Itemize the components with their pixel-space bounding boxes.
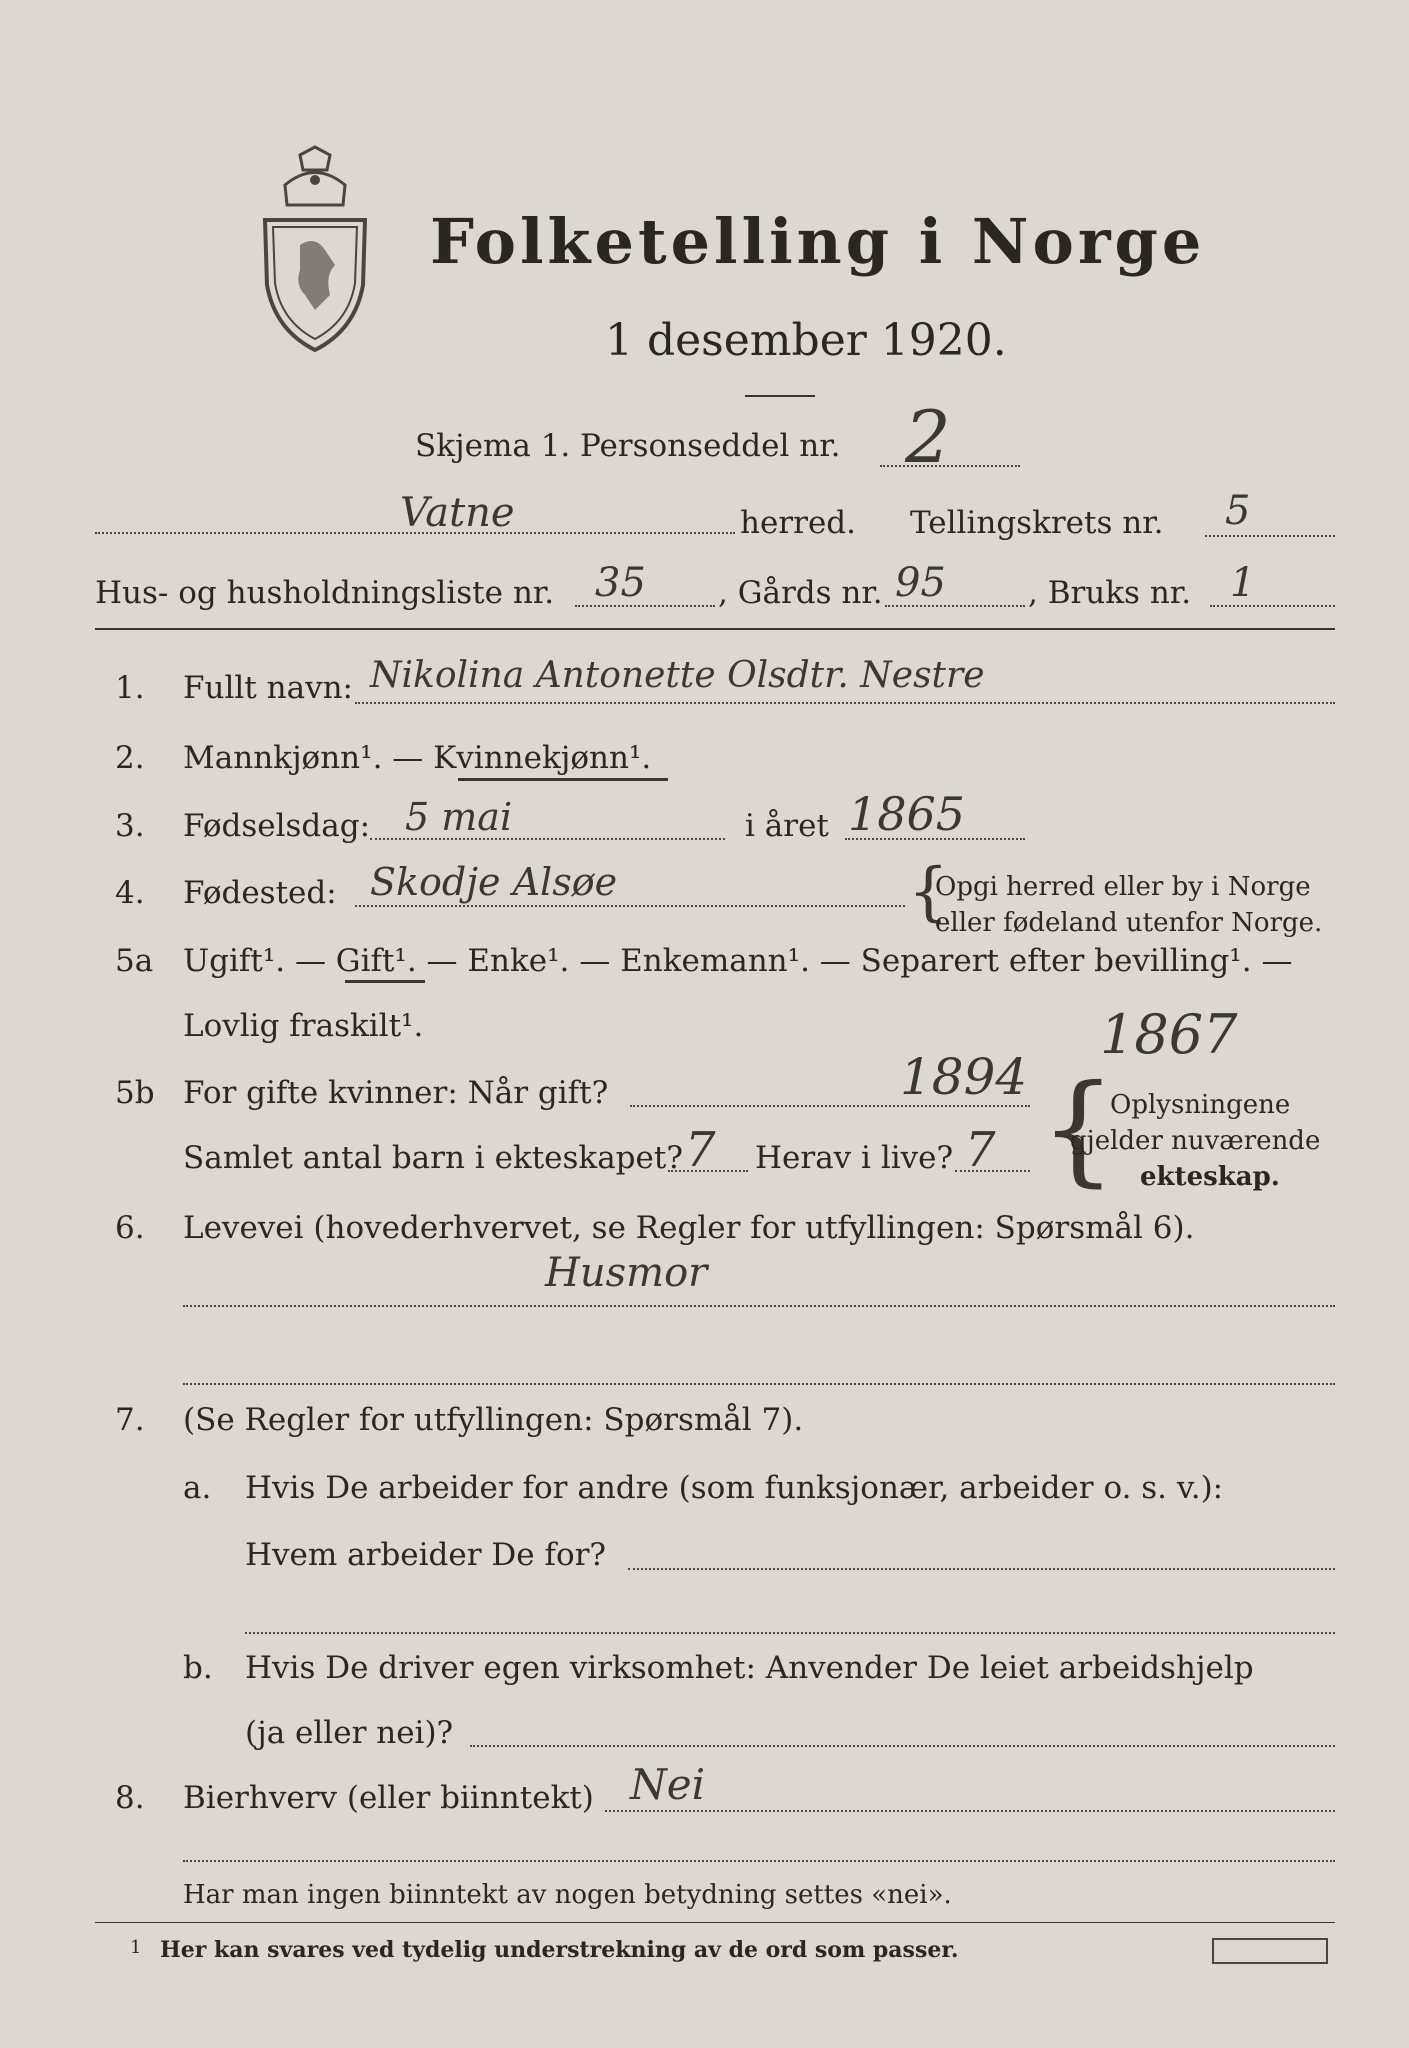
q5b-brace: {: [1040, 1060, 1117, 1199]
gards-label: , Gårds nr.: [718, 575, 883, 611]
bruks-label: , Bruks nr.: [1028, 575, 1192, 611]
q5b-children-value: 7: [685, 1122, 716, 1178]
q3-year-label: i året: [745, 808, 829, 844]
herred-label: herred.: [740, 505, 856, 541]
q4-note-line2: eller fødeland utenfor Norge.: [935, 908, 1323, 938]
q6-value: Husmor: [545, 1250, 708, 1296]
q5b-number: 5b: [115, 1075, 155, 1111]
q7b-line: [470, 1745, 1335, 1747]
q5b-note-line1: Oplysningene: [1110, 1090, 1291, 1120]
q2-number: 2.: [115, 740, 145, 776]
q7a-line: [628, 1568, 1335, 1570]
footnote-text: Her kan svares ved tydelig understrekning av de ord som passer.: [160, 1937, 959, 1963]
q3-number: 3.: [115, 808, 145, 844]
q3-year-value: 1865: [848, 787, 966, 841]
q1-line: [355, 702, 1335, 704]
form-title: Folketelling i Norge: [430, 205, 1206, 278]
q6-line1: [183, 1305, 1335, 1307]
q4-value: Skodje Alsøe: [370, 860, 618, 904]
q5b-alive-value: 7: [965, 1122, 996, 1178]
q5b-children-label: Samlet antal barn i ekteskapet?: [183, 1140, 683, 1176]
tellingskrets-line: [1205, 535, 1335, 537]
q4-brace: {: [908, 855, 949, 929]
q8-line: [605, 1810, 1335, 1812]
form-date: 1 desember 1920.: [605, 315, 1007, 366]
q8-value: Nei: [630, 1760, 706, 1809]
q3-value: 5 mai: [405, 795, 513, 839]
liste-label: Hus- og husholdningsliste nr.: [95, 575, 555, 611]
q2-underline: [458, 778, 668, 781]
header-rule: [95, 628, 1335, 630]
bruks-line: [1210, 605, 1335, 607]
q7b-line2: (ja eller nei)?: [245, 1715, 454, 1751]
q1-number: 1.: [115, 670, 145, 706]
q5b-married-label: For gifte kvinner: Når gift?: [183, 1075, 609, 1111]
q8-number: 8.: [115, 1780, 145, 1816]
q8-label: Bierhverv (eller biinntekt): [183, 1780, 594, 1816]
q3-label: Fødselsdag:: [183, 808, 371, 844]
q5b-extra-value: 1867: [1100, 1003, 1238, 1066]
tellingskrets-value: 5: [1225, 488, 1251, 534]
q6-label: Levevei (hovederhvervet, se Regler for utfyllingen: Spørsmål 6).: [183, 1210, 1195, 1246]
q5a-line2: Lovlig fraskilt¹.: [183, 1008, 424, 1044]
q5a-underline: [345, 980, 425, 983]
title-divider: [745, 395, 815, 397]
schema-label: Skjema 1.: [415, 428, 571, 464]
q6-number: 6.: [115, 1210, 145, 1246]
q5b-note-line3: ekteskap.: [1140, 1162, 1280, 1192]
liste-value: 35: [595, 560, 646, 606]
q5b-note-line2: gjelder nuværende: [1070, 1126, 1321, 1156]
q4-note-line1: Opgi herred eller by i Norge: [935, 872, 1311, 902]
q5b-married-value: 1894: [900, 1048, 1028, 1106]
q4-line: [355, 905, 905, 907]
personseddel-value: 2: [905, 395, 951, 479]
footnote-rule: [95, 1922, 1335, 1923]
q7b-line1: Hvis De driver egen virksomhet: Anvender De leiet arbeidshjelp: [245, 1650, 1254, 1686]
q5a-number: 5a: [115, 943, 154, 979]
footnote-mark: 1: [130, 1937, 142, 1958]
q5a-line1: Ugift¹. — Gift¹. — Enke¹. — Enkemann¹. — Separert efter bevilling¹. —: [183, 943, 1293, 979]
herred-value: Vatne: [400, 490, 515, 536]
q5b-alive-label: Herav i live?: [755, 1140, 954, 1176]
printer-stamp: [1212, 1938, 1328, 1964]
q8-line-extra: [183, 1860, 1335, 1862]
q7-number: 7.: [115, 1402, 145, 1438]
biinntekt-note: Har man ingen biinntekt av nogen betydning settes «nei».: [183, 1880, 952, 1910]
q2-label: Mannkjønn¹. — Kvinnekjønn¹.: [183, 740, 652, 776]
q7a-line2: Hvem arbeider De for?: [245, 1537, 607, 1573]
coat-of-arms-icon: [255, 145, 375, 355]
q4-number: 4.: [115, 875, 145, 911]
q7b-letter: b.: [183, 1650, 213, 1686]
q1-label: Fullt navn:: [183, 670, 353, 706]
q7a-letter: a.: [183, 1470, 212, 1506]
gards-value: 95: [895, 560, 946, 606]
q4-label: Fødested:: [183, 875, 337, 911]
q7-label: (Se Regler for utfyllingen: Spørsmål 7).: [183, 1402, 804, 1438]
tellingskrets-label: Tellingskrets nr.: [910, 505, 1164, 541]
personseddel-label: Personseddel nr.: [580, 428, 841, 464]
bruks-value: 1: [1230, 560, 1256, 606]
q7a-line-extra: [245, 1632, 1335, 1634]
q6-line2: [183, 1383, 1335, 1385]
q1-value: Nikolina Antonette Olsdtr. Nestre: [370, 655, 985, 696]
q7a-line1: Hvis De arbeider for andre (som funksjonær, arbeider o. s. v.):: [245, 1470, 1224, 1506]
